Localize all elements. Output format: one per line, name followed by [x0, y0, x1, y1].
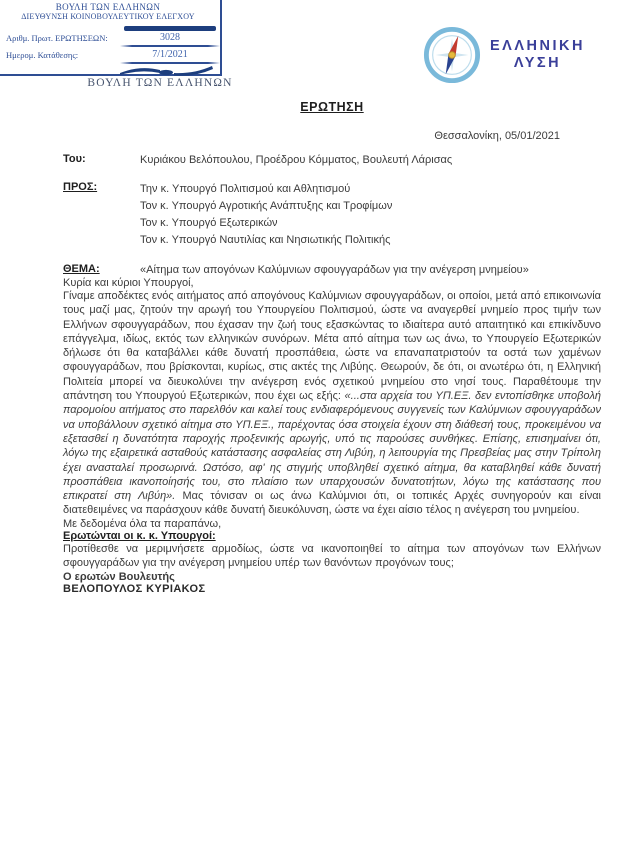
paragraph-text: Γίναμε αποδέκτες ενός αιτήματος από απογόνους Καλύμνιων σφουγγαράδων, οι οποίοι, μετά από επικοινωνία τους μαζί μας, ζητούν την αρωγή του Υπουργείου Πολιτισμού, ώστε να αναγερθεί μνημείο προς τιμήν των Ελλήνων σφουγγαράδων, που έχασαν την ζωή τους εξασκώντας το ιδιαίτερα αυτό απαιτητικό και επικίνδυνο επάγγελμα, ιδίως, εκτός των ελληνικών συνόρων. Μέτα από αίτημα των ως άνω, το Υπουργείο Εξωτερικών δήλωσε ότι θα καταβάλλει κάθε δυνατή προσπάθεια, ώστε να επαναπατριστούν τα οστά των χαμένων σφουγγαράδων, που βρίσκονται, κυρίως, στις ακτές της Λιβύης. Θεωρούν, δε ότι, οι ανωτέρω ότι, η Ελληνική Πολιτεία μπορεί να διευκολύνει την ανέγερση ενός σχετικού μνημείου στο νησί τους. Παραθέτουμε την απάντηση του Υπουργού Εξωτερικών, που έχει ως εξής: [63, 290, 601, 403]
paragraph-text: Μας τόνισαν οι ως άνω Καλύμνιοι ότι, οι τοπικές Αρχές συνηγορούν και είναι διατεθειμένες να παράσχουν κάθε δυνατή διευκόλυνση, ώστε να έχει αίσιο τέλος η ανέγερση του μνημείου. [63, 490, 602, 517]
party-logo [423, 26, 585, 84]
compass-icon [423, 26, 481, 84]
question-heading: Ερωτώνται οι κ. κ. Υπουργοί: [63, 529, 216, 542]
salutation: Κυρία και κύριοι Υπουργοί, [63, 277, 194, 289]
stamp-rule [120, 45, 220, 47]
logo-line2: ΛΥΣΗ [513, 55, 562, 71]
stamp-date-label: Ημερομ. Κατάθεσης: [6, 50, 79, 60]
signatory-name: ΒΕΛΟΠΟΥΛΟΣ ΚΥΡΙΑΚΟΣ [63, 582, 206, 595]
recipients-row [63, 181, 601, 249]
recipients-list [140, 181, 601, 249]
stamp-org-line: ΒΟΥΛΗ ΤΩΝ ΕΛΛΗΝΩΝ [55, 2, 161, 12]
recipient-item: Την κ. Υπουργό Πολιτισμού και Αθλητισμού [140, 183, 351, 195]
meta-block [63, 153, 601, 277]
party-logo-text [490, 38, 585, 72]
stamp-date-value: 7/1/2021 [152, 49, 188, 60]
signatory-role: Ο ερωτών Βουλευτής [63, 570, 175, 583]
main-paragraph [63, 289, 601, 518]
subject-row [63, 263, 601, 277]
parliament-header: ΒΟΥΛΗ ΤΩΝ ΕΛΛΗΝΩΝ [87, 77, 233, 89]
signature-squiggle-icon [118, 62, 216, 76]
stamp-protocol-label: Αριθμ. Πρωτ. ΕΡΩΤΗΣΕΩΝ: [6, 33, 108, 43]
question-text: Προτίθεσθε να μεριμνήσετε αρμοδίως, ώστε να ικανοποιηθεί το αίτημα των απογόνων των Ελλήνων σφουγγαράδων για την ανέγερση μνημείου υπέρ των θανόντων προγόνων τους; [63, 542, 601, 570]
logo-line1: ΕΛΛΗΝΙΚΗ [490, 38, 585, 54]
letter-body [63, 100, 601, 595]
from-label: Του: [63, 153, 86, 165]
subject-value: «Αίτημα των απογόνων Καλύμνιων σφουγγαράδων για την ανέγερση μνημείου» [140, 264, 529, 276]
recipient-item: Τον κ. Υπουργό Ναυτιλίας και Νησιωτικής Πολιτικής [140, 234, 391, 246]
to-label: ΠΡΟΣ: [63, 181, 98, 193]
recipient-item: Τον κ. Υπουργό Αγροτικής Ανάπτυξης και Τροφίμων [140, 200, 393, 212]
stamp-department-line: ΔΙΕΥΘΥΝΣΗ ΚΟΙΝΟΒΟΥΛΕΥΤΙΚΟΥ ΕΛΕΓΧΟΥ [21, 12, 195, 21]
filing-stamp [0, 0, 222, 76]
recipient-item: Τον κ. Υπουργό Εξωτερικών [140, 217, 278, 229]
from-value: Κυριάκου Βελόπουλου, Προέδρου Κόμματος, Βουλευτή Λάρισας [140, 154, 453, 166]
ministry-quote: «...στα αρχεία του ΥΠ.ΕΞ. δεν εντοπίσθηκε υποβολή παρομοίου αιτήματος στο παρελθόν και καλεί τους ενδιαφερόμενους συγγενείς των Καλύμνιων σφουγγαράδων να υποβάλλουν σχετικό αίτημα στο ΥΠ.ΕΞ., παρέχοντας όσα στοιχεία έχουν στη διάθεσή τους, προκειμένου να εξετασθεί η δυνατότητα παροχής προξενικής αρωγής, υπό τις παρούσες συνθήκες. Επίσης, επισημαίνει ότι, λόγω της εξαιρετικά ασταθούς κατάστασης ασφαλείας στη Λιβύη, η λειτουργία της Πρεσβείας μας στην Τρίπολη έχει ανασταλεί προσωρινά. Ωστόσο, αφ' ης στιγμής υποβληθεί σχετικό αίτημα, θα καταβληθεί κάθε δυνατή προσπάθεια ικανοποίησής του, στο πλαίσιο των υπαρχουσών δυνατοτήτων, λόγω της κατάστασης που επικρατεί στη Λιβύη». [63, 390, 601, 503]
place-date: Θεσσαλονίκη, 05/01/2021 [434, 130, 560, 142]
stamp-protocol-number: 3028 [160, 32, 180, 43]
subject-label: ΘΕΜΑ: [63, 263, 100, 275]
doc-title: ΕΡΩΤΗΣΗ [300, 100, 364, 114]
from-row [63, 153, 601, 167]
stamp-thick-rule [124, 26, 216, 31]
closing-line: Με δεδομένα όλα τα παραπάνω, [63, 517, 222, 530]
